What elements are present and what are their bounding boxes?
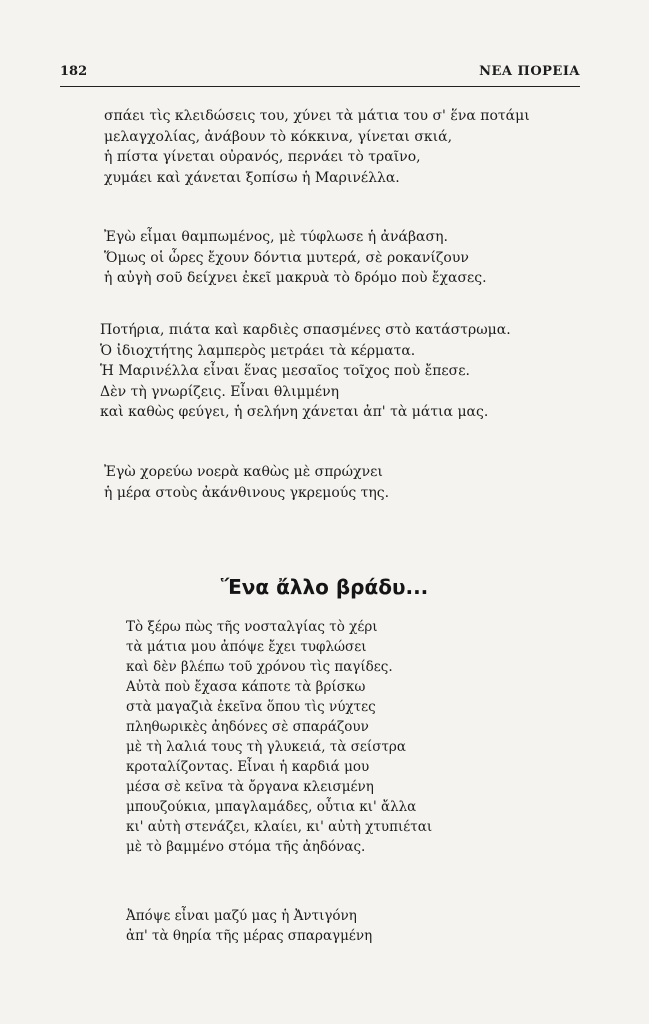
poem-line: μέσα σὲ κεῖνα τὰ ὄργανα κλεισμένη: [126, 779, 374, 795]
poem-line: στὰ μαγαζιὰ ἐκεῖνα ὅπου τὶς νύχτες: [126, 699, 376, 715]
poem-line: Ποτήρια, πιάτα καὶ καρδιὲς σπασμένες στὸ κατάστρωμα.: [100, 322, 511, 338]
poem-line: Τὸ ξέρω πὼς τῆς νοσταλγίας τὸ χέρι: [126, 619, 378, 635]
poem-line: σπάει τὶς κλειδώσεις του, χύνει τὰ μάτια του σ' ἕνα ποτάμι: [104, 108, 530, 124]
poem-line: κι' αὐτὴ στενάζει, κλαίει, κι' αὐτὴ χτυπιέται: [126, 819, 433, 835]
poem-line: καὶ δὲν βλέπω τοῦ χρόνου τὶς παγίδες.: [126, 659, 393, 675]
poem-title: Ἕνα ἄλλο βράδυ...: [220, 575, 429, 599]
poem-line: πληθωρικὲς ἀηδόνες σὲ σπαράζουν: [126, 719, 369, 735]
poem2-stanza-1: [126, 617, 432, 857]
page-header: [60, 64, 580, 87]
page-number: 182: [60, 64, 88, 79]
poem-line: τὰ μάτια μου ἀπόψε ἔχει τυφλώσει: [126, 639, 367, 655]
poem-line: Δὲν τὴ γνωρίζεις. Εἶναι θλιμμένη: [100, 383, 340, 400]
poem2-stanza-2: [126, 906, 372, 946]
poem-line: καὶ καθὼς φεύγει, ἡ σελήνη χάνεται ἀπ' τὰ μάτια μας.: [100, 404, 489, 420]
poem-line: ἡ μέρα στοὺς ἀκάνθινους γκρεμούς της.: [104, 484, 390, 501]
poem-line: κροταλίζοντας. Εἶναι ἡ καρδιά μου: [126, 759, 370, 775]
poem-line: Ὁ ἰδιοχτήτης λαμπερὸς μετράει τὰ κέρματα.: [100, 342, 416, 359]
journal-title: ΝΕΑ ΠΟΡΕΙΑ: [479, 64, 580, 79]
poem-line: μὲ τὸ βαμμένο στόμα τῆς ἀηδόνας.: [126, 839, 366, 855]
poem-line: Ἡ Μαρινέλλα εἶναι ἕνας μεσαῖος τοῖχος ποὺ ἔπεσε.: [100, 363, 470, 379]
poem-line: μελαγχολίας, ἀνάβουν τὸ κόκκινα, γίνεται σκιά,: [104, 128, 453, 145]
poem1-stanza-2: [104, 227, 487, 289]
poem-line: Αὐτὰ ποὺ ἔχασα κάποτε τὰ βρίσκω: [126, 679, 366, 695]
poem1-stanza-4: [104, 462, 389, 503]
poem-line: Ἀπόψε εἶναι μαζύ μας ἡ Ἀντιγόνη: [126, 908, 357, 924]
poem-line: ἡ πίστα γίνεται οὐρανός, περνάει τὸ τραῖνο,: [104, 149, 421, 165]
poem-line: Ὅμως οἱ ὧρες ἔχουν δόντια μυτερά, σὲ ροκανίζουν: [104, 249, 469, 266]
poem1-stanza-3: [100, 320, 511, 423]
poem1-stanza-1: [104, 106, 530, 188]
poem-line: μὲ τὴ λαλιά τους τὴ γλυκειά, τὰ σείστρα: [126, 739, 406, 755]
poem-line: χυμάει καὶ χάνεται ξοπίσω ἡ Μαρινέλλα.: [104, 169, 400, 186]
poem-line: Ἐγὼ εἶμαι θαμπωμένος, μὲ τύφλωσε ἡ ἀνάβαση.: [104, 229, 448, 245]
poem-line: Ἐγὼ χορεύω νοερὰ καθὼς μὲ σπρώχνει: [104, 464, 383, 480]
poem-line: ἀπ' τὰ θηρία τῆς μέρας σπαραγμένη: [126, 928, 373, 944]
poem-line: ἡ αὐγὴ σοῦ δείχνει ἐκεῖ μακρυὰ τὸ δρόμο ποὺ ἔχασες.: [104, 270, 487, 286]
poem-line: μπουζούκια, μπαγλαμάδες, οὖτια κι' ἄλλα: [126, 799, 417, 815]
